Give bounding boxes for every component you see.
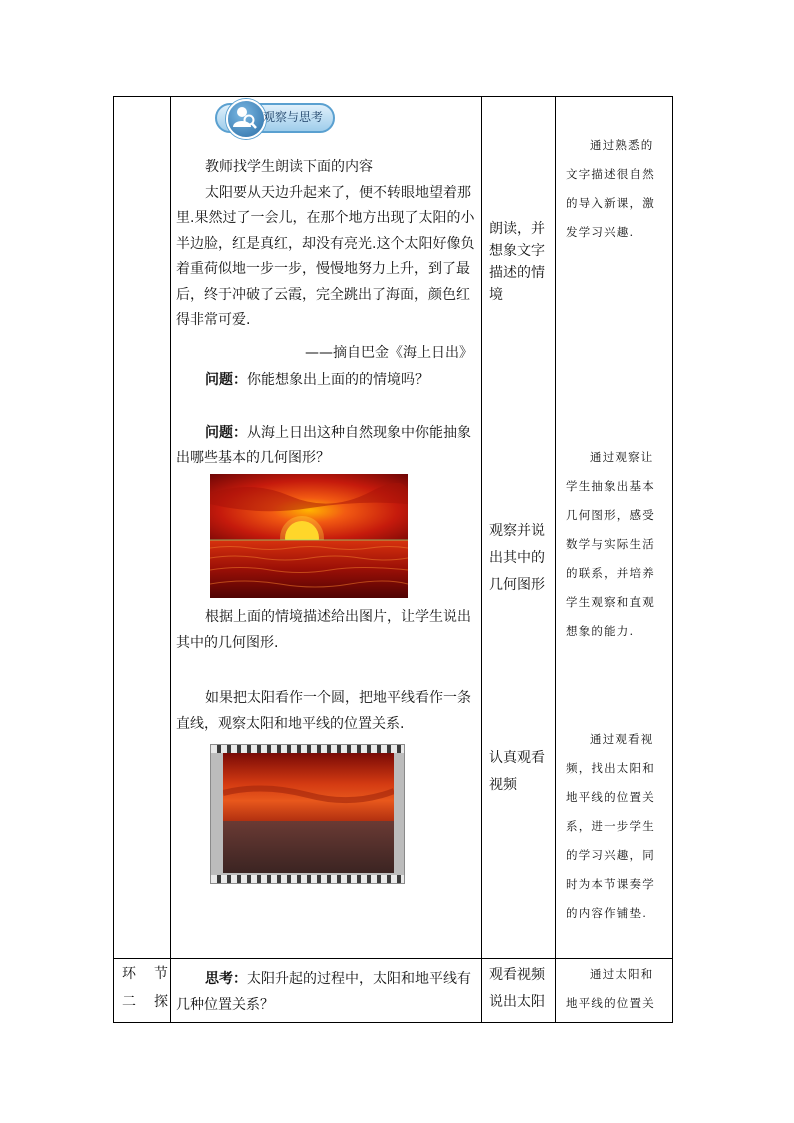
sunset-film-strip-photo: [210, 744, 405, 884]
activity-line: 描述的情: [489, 265, 545, 281]
design-intent-4: [566, 960, 668, 1018]
passage-line: 太阳要从天边升起来了，便不转眼地望着那: [205, 185, 471, 201]
intent-line: 的学习兴趣，同: [566, 848, 655, 862]
intent-line: 地平线的位置关: [566, 996, 655, 1010]
section-label: 二 探: [122, 994, 170, 1010]
intent-line: 发学习兴趣.: [566, 225, 635, 239]
circle-line-text: 如果把太阳看作一个圆，把地平线看作一条: [205, 690, 471, 706]
intent-line: 频，找出太阳和: [566, 761, 655, 775]
question-label: 问题：: [205, 372, 247, 388]
activity-line: 视频: [489, 777, 517, 793]
passage-line: 着重荷似地一步一步，慢慢地努力上升，到了最: [176, 261, 470, 277]
column-divider-1: [170, 96, 171, 1023]
think-question: [205, 967, 471, 993]
student-activity-4: [489, 962, 549, 1016]
design-intent-2: [566, 443, 668, 646]
table-bottom-border: [113, 1022, 673, 1023]
film-holes-bottom: [211, 875, 404, 883]
think-text: 太阳升起的过程中，太阳和地平线有: [247, 971, 471, 987]
intent-line: 系，进一步学生: [566, 819, 655, 833]
film-frame: [223, 753, 394, 873]
activity-line: 想象文字: [489, 243, 545, 259]
sunset-over-sea-photo: [210, 474, 408, 598]
section-label: 环 节: [122, 966, 170, 982]
design-intent-3: [566, 725, 668, 928]
intent-line: 学生观察和直观: [566, 595, 655, 609]
student-activity-1: [489, 218, 549, 306]
student-activity-2: [489, 518, 549, 599]
circle-line-text-cont: 直线，观察太阳和地平线的位置关系.: [176, 716, 405, 732]
table-right-border: [672, 96, 673, 1023]
activity-line: 出其中的: [489, 550, 545, 566]
passage-line: 半边脸，红是真红，却没有亮光.这个太阳好像负: [176, 236, 475, 252]
column-divider-3: [555, 96, 556, 1023]
image-description-cont: 其中的几何图形.: [176, 635, 279, 651]
intent-line: 几何图形，感受: [566, 508, 655, 522]
table-top-border: [113, 96, 673, 97]
people-search-icon: [226, 99, 266, 139]
activity-line: 说出太阳: [489, 994, 545, 1010]
film-holes-top: [211, 745, 404, 753]
passage-source: ——摘自巴金《海上日出》: [305, 345, 473, 361]
intent-line: 地平线的位置关: [566, 790, 655, 804]
intent-line: 通过观察让: [590, 450, 654, 464]
intent-line: 的导入新课，激: [566, 196, 655, 210]
question-2-cont: 出哪些基本的几何图形？: [176, 450, 330, 466]
intent-line: 数学与实际生活: [566, 537, 655, 551]
column-divider-2: [481, 96, 482, 1023]
intent-line: 通过观看视: [590, 732, 654, 746]
intro-text: 教师找学生朗读下面的内容: [205, 159, 373, 175]
activity-line: 朗读，并: [489, 221, 545, 237]
image-description: 根据上面的情境描述给出图片，让学生说出: [205, 609, 471, 625]
think-question-cont: 几种位置关系？: [176, 997, 274, 1013]
activity-line: 观察并说: [489, 523, 545, 539]
intent-line: 通过熟悉的: [590, 138, 654, 152]
question-1: [205, 368, 429, 394]
question-2: [205, 421, 471, 447]
row-divider: [113, 958, 673, 959]
activity-line: 认真观看: [489, 750, 545, 766]
question-text: 从海上日出这种自然现象中你能抽象: [247, 425, 471, 441]
intent-line: 时为本节课奏学: [566, 877, 655, 891]
design-intent-1: [566, 131, 668, 247]
think-label: 思考：: [205, 971, 247, 987]
student-activity-3: [489, 745, 549, 799]
intent-line: 的内容作铺垫.: [566, 906, 648, 920]
activity-line: 境: [489, 287, 503, 303]
passage-line: 得非常可爱.: [176, 312, 251, 328]
activity-line: 几何图形: [489, 577, 545, 593]
badge-label: 观察与思考: [263, 110, 324, 124]
activity-line: 观看视频: [489, 967, 545, 983]
question-text: 你能想象出上面的的情境吗？: [247, 372, 429, 388]
question-label: 问题：: [205, 425, 247, 441]
intent-line: 文字描述很自然: [566, 167, 655, 181]
intent-line: 想象的能力.: [566, 624, 635, 638]
intent-line: 的联系，并培养: [566, 566, 655, 580]
intent-line: 学生抽象出基本: [566, 479, 655, 493]
passage-line: 后，终于冲破了云霞，完全跳出了海面，颜色红: [176, 287, 470, 303]
table-left-border: [113, 96, 114, 1023]
passage-line: 里.果然过了一会儿，在那个地方出现了太阳的小: [176, 210, 475, 226]
intent-line: 通过太阳和: [590, 967, 654, 981]
